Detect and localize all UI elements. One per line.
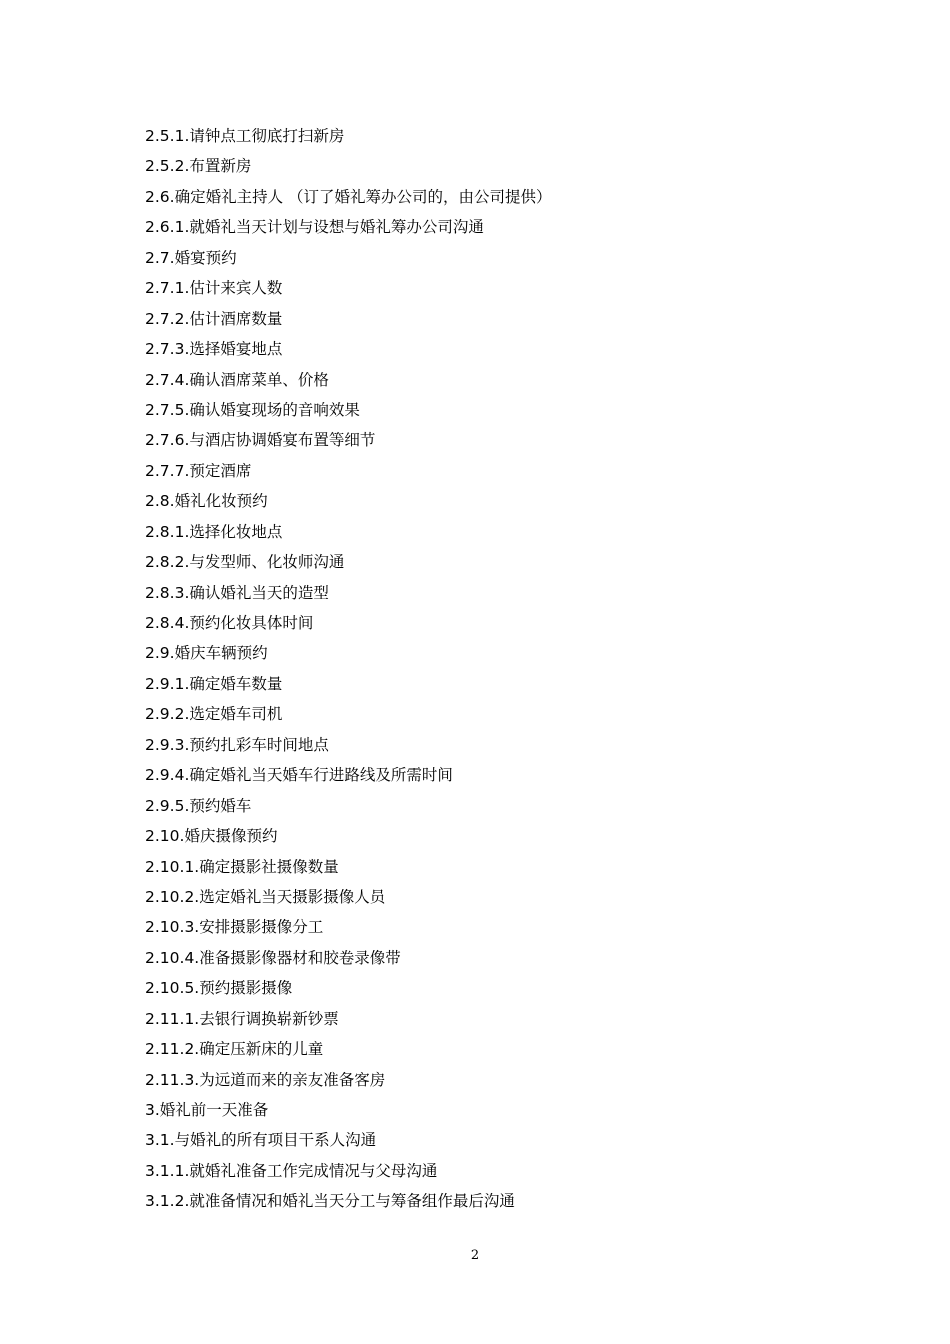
checklist-line: 2.9.2.选定婚车司机: [145, 705, 283, 724]
checklist-line: 2.9.5.预约婚车: [145, 796, 252, 815]
checklist-line: 2.7.3.选择婚宴地点: [145, 340, 283, 359]
checklist-line: 2.10.婚庆摄像预约: [145, 827, 278, 846]
checklist-line: 2.10.2.选定婚礼当天摄影摄像人员: [145, 887, 386, 906]
checklist-line: 2.5.2.布置新房: [145, 157, 252, 176]
checklist-line: 2.11.1.去银行调换崭新钞票: [145, 1009, 339, 1028]
checklist-line: 2.7.2.估计酒席数量: [145, 309, 283, 328]
checklist-line: 2.7.1.估计来宾人数: [145, 279, 283, 298]
checklist-line: 2.10.1.确定摄影社摄像数量: [145, 857, 339, 876]
checklist-line: 2.6.1.就婚礼当天计划与设想与婚礼筹办公司沟通: [145, 218, 484, 237]
checklist-line: 2.7.6.与酒店协调婚宴布置等细节: [145, 431, 376, 450]
checklist-line: 3.婚礼前一天准备: [145, 1101, 269, 1119]
checklist-line: 2.8.4.预约化妆具体时间: [145, 614, 314, 632]
checklist-line: 2.7.婚宴预约: [145, 248, 237, 267]
checklist-line: 2.10.5.预约摄影摄像: [145, 979, 293, 998]
checklist-line: 2.6.确定婚礼主持人 （订了婚礼筹办公司的，由公司提供）: [145, 187, 552, 206]
checklist-line: 3.1.与婚礼的所有项目干系人沟通: [145, 1131, 377, 1150]
checklist-line: 3.1.2.就准备情况和婚礼当天分工与筹备组作最后沟通: [145, 1192, 515, 1211]
checklist-line: 2.7.7.预定酒席: [145, 461, 252, 480]
checklist-line: 2.9.1.确定婚车数量: [145, 674, 283, 693]
checklist-line: 2.9.4.确定婚礼当天婚车行进路线及所需时间: [145, 766, 453, 785]
checklist-line: 2.8.2.与发型师、化妆师沟通: [145, 553, 345, 572]
checklist-line: 3.1.1.就婚礼准备工作完成情况与父母沟通: [145, 1161, 438, 1180]
checklist-line: 2.9.婚庆车辆预约: [145, 644, 268, 663]
checklist-line: 2.8.1.选择化妆地点: [145, 522, 283, 541]
checklist-line: 2.11.3.为远道而来的亲友准备客房: [145, 1070, 386, 1089]
checklist-line: 2.7.4.确认酒席菜单、价格: [145, 370, 329, 389]
checklist-line: 2.10.3.安排摄影摄像分工: [145, 918, 324, 937]
checklist-line: 2.9.3.预约扎彩车时间地点: [145, 735, 329, 754]
checklist-line: 2.7.5.确认婚宴现场的音响效果: [145, 400, 360, 419]
checklist: [145, 121, 845, 1217]
checklist-line: 2.5.1.请钟点工彻底打扫新房: [145, 127, 345, 145]
checklist-line: 2.10.4.准备摄影像器材和胶卷录像带: [145, 948, 401, 967]
checklist-line: 2.8.3.确认婚礼当天的造型: [145, 583, 329, 602]
checklist-line: 2.8.婚礼化妆预约: [145, 492, 268, 511]
page-number: 2: [470, 1248, 480, 1263]
checklist-line: 2.11.2.确定压新床的儿童: [145, 1040, 324, 1059]
